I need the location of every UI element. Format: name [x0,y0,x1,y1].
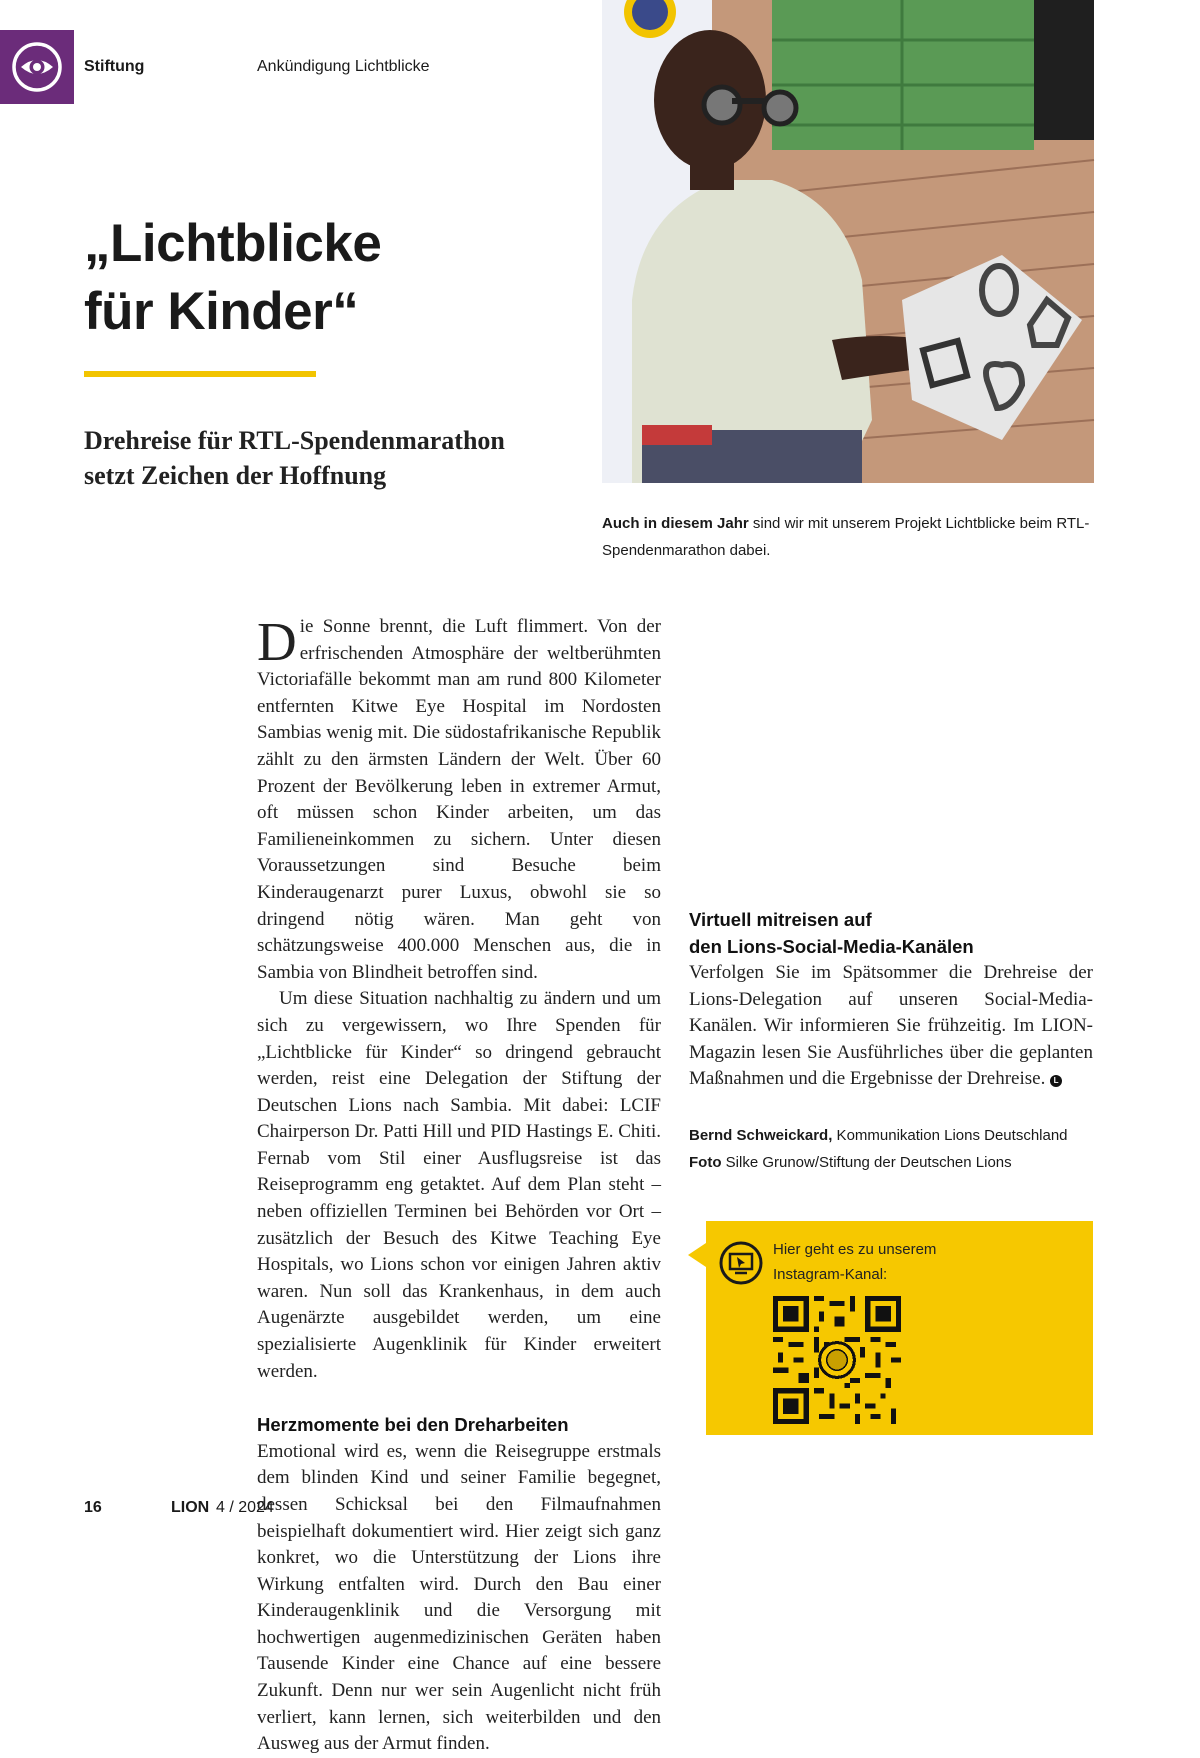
subtitle-line-2: setzt Zeichen der Hoffnung [84,461,387,490]
subhead-herzmomente: Herzmomente bei den Dreharbeiten [257,1414,569,1436]
issue-number: 4 / 2024 [216,1499,274,1516]
subhead-virtuell-block [689,907,1093,960]
paragraph-4: Verfolgen Sie im Spätsommer die Drehreise der Lions-Delegation auf unseren Social-Media-Kanälen. Wir informieren Sie frühzeitig. Im LION-Magazin lesen Sie Ausführliches über die geplanten Maßnahmen und die Ergebnisse der Drehreise. L [689,962,1093,1090]
title-underline [84,371,316,377]
photo-credit: Foto Silke Grunow/Stiftung der Deutschen Lions [689,1154,1012,1171]
lions-end-mark-icon: L [1050,1075,1062,1087]
title-line-2: für Kinder“ [84,282,359,341]
paragraph-2: Um diese Situation nachhaltig zu ändern und um sich zu vergewissern, wo Ihre Spenden für „Lichtblicke für Kinder“ so dringend gebraucht werden, reist eine Delegation der Stiftung der Deutschen Lions nach Sambia. Mit dabei: LCIF Chairperson Dr. Patti Hill und PID Hastings E. Chiti. Fernab vom Stil einer Ausflugsreise ist das Reiseprogramm eng getaktet. Auf dem Plan steht – neben offiziellen Terminen bei Behörden vor Ort – zusätzlich der Besuch des Kitwe Teaching Eye Hospitals, wo Lions schon vor einigen Jahren aktiv waren. Nun soll das Krankenhaus, in dem auch Augenärzte ausgebildet werden, um eine spezialisierte Augenklinik für Kinder erweitert werden. [257,988,661,1382]
credits [689,1122,1089,1176]
caption-lead: Auch in diesem Jahr [602,515,749,532]
paragraph-1: Die Sonne brennt, die Luft flimmert. Von der erfrischenden Atmosphäre der weltberühmten Victoriafälle bekommt man am rund 800 Kilometer entfernten Kitwe Eye Hospital im Nordosten Sambias wenig mit. Die südostafrikanische Republik zählt zu den ärmsten Ländern der Welt. Über 60 Prozent der Bevölkerung leben in extremer Armut, oft müssen schon Kinder arbeiten, um das Familieneinkommen zu sichern. Unter diesen Voraussetzungen sind Besuche beim Kinderaugenarzt purer Luxus, obwohl sie so dringend nötig wären. Man geht von schätzungsweise 400.000 Menschen aus, die in Sambia von Blindheit betroffen sind. [257,611,661,983]
article-column-left [257,611,661,1758]
qr-code[interactable] [773,1296,901,1424]
section-label: Stiftung [84,58,145,75]
title-line-1: „Lichtblicke [84,214,382,273]
promo-line-1: Hier geht es zu unserem [773,1241,937,1258]
subtitle-line-1: Drehreise für RTL-Spendenmarathon [84,426,505,455]
promo-pointer [688,1243,706,1267]
page-number: 16 [84,1499,102,1516]
article-column-right [689,614,1093,1093]
subhead-virtuell-line-2: den Lions-Social-Media-Kanälen [689,935,974,957]
dropcap: D [257,611,297,672]
promo-line-2: Instagram-Kanal: [773,1266,888,1283]
photo-caption [602,510,1102,564]
author-credit: Bernd Schweickard, Kommunikation Lions Deutschland [689,1127,1068,1144]
section-badge [0,30,74,104]
monitor-cursor-icon [718,1240,764,1286]
subhead-virtuell-line-1: Virtuell mitreisen auf [689,909,872,930]
paragraph-3: Emotional wird es, wenn die Reisegruppe erstmals dem blinden Kind und seiner Familie begegnet, dessen Schicksal bei den Filmaufnahmen beispielhaft dokumentiert wird. Hier zeigt sich ganz konkret, wo die Unterstützung der Lions ihre Wirkung entfalten wird. Durch den Bau einer Kinderaugenklinik und die Versorgung mit hochwertigen augenmedizinischen Geräten haben Tausende Kinder eine Chance auf eine bessere Zukunft. Denn nur wer sein Augenlicht nicht früh verliert, kann lernen, sich weiterbilden und den Ausweg aus der Armut finden. [257,1440,661,1755]
promo-text [773,1237,936,1287]
magazine-name: LION [171,1499,210,1516]
eye-icon [11,41,63,93]
page-title [84,210,381,346]
subtitle [84,423,505,493]
hero-photo [602,0,1094,483]
rubric-label: Ankündigung Lichtblicke [257,58,430,75]
caption-text: sind wir mit unserem Projekt Lichtblicke beim RTL-Spendenmarathon dabei. [602,515,1090,559]
